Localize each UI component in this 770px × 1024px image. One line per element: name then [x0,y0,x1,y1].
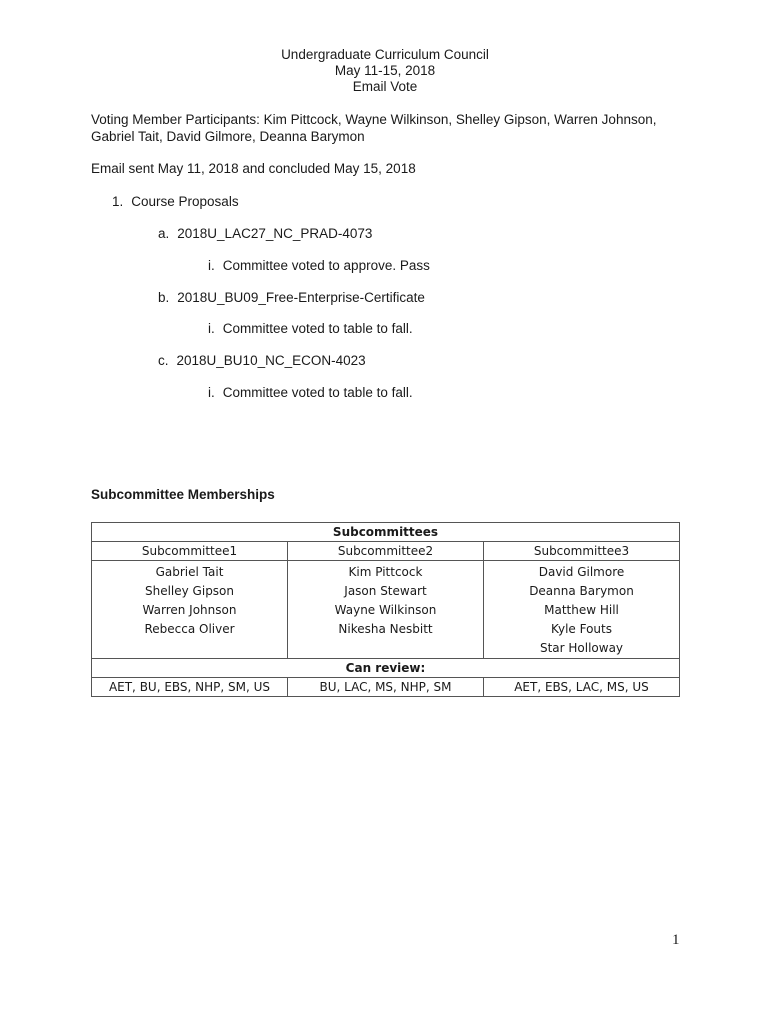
member-name: Shelley Gipson [144,584,235,598]
subcommittee-heading: Subcommittee Memberships [91,487,275,502]
proposal-label: 2018U_BU09_Free-Enterprise-Certificate [177,290,425,305]
outcome-label: Committee voted to table to fall. [222,321,413,336]
member-name: David Gilmore [538,565,625,579]
list-marker: b. [158,290,170,305]
list-marker: i. [208,385,215,400]
review-scope: AET, EBS, LAC, MS, US [484,678,680,697]
review-scope: AET, BU, EBS, NHP, SM, US [92,678,288,697]
meeting-type: Email Vote [352,79,418,94]
document-header [0,47,770,95]
outcome-label: Committee voted to approve. Pass [222,258,430,273]
proposal-item-b [158,289,425,306]
member-name: Rebecca Oliver [144,622,235,636]
table-title: Subcommittees [92,523,680,542]
list-marker: i. [208,321,215,336]
list-marker: i. [208,258,215,273]
table-title-row [92,523,680,542]
member-name: Deanna Barymon [529,584,634,598]
can-review-label: Can review: [92,659,680,678]
agenda-item-label: Course Proposals [131,194,239,209]
column-header: Subcommittee3 [484,542,680,561]
column-header: Subcommittee1 [92,542,288,561]
list-marker: a. [158,226,170,241]
council-title: Undergraduate Curriculum Council [281,47,489,62]
column-header: Subcommittee2 [288,542,484,561]
proposal-b-outcome [208,320,413,337]
table-header-row [92,542,680,561]
subcommittee2-members [288,561,484,659]
proposal-item-a [158,225,372,242]
page-number: 1 [672,932,680,948]
member-name: Kim Pittcock [348,565,423,579]
proposal-label: 2018U_LAC27_NC_PRAD-4073 [177,226,373,241]
member-name: Warren Johnson [142,603,237,617]
subcommittee3-members [484,561,680,659]
proposal-item-c [158,352,366,369]
subcommittee-table [91,522,680,697]
member-name: Nikesha Nesbitt [338,622,433,636]
member-name: Jason Stewart [344,584,427,598]
email-sent-note: Email sent May 11, 2018 and concluded May 15, 2018 [91,161,416,176]
list-marker: c. [158,353,169,368]
subcommittee1-members [92,561,288,659]
member-name: Matthew Hill [544,603,619,617]
member-name: Star Holloway [539,641,624,655]
member-name: Wayne Wilkinson [334,603,437,617]
outcome-label: Committee voted to table to fall. [222,385,413,400]
review-scope: BU, LAC, MS, NHP, SM [288,678,484,697]
member-name: Gabriel Tait [155,565,224,579]
can-review-label-row [92,659,680,678]
proposal-label: 2018U_BU10_NC_ECON-4023 [176,353,366,368]
members-row [92,561,680,659]
meeting-dates: May 11-15, 2018 [334,63,436,78]
member-name: Kyle Fouts [550,622,612,636]
voting-participants: Voting Member Participants: Kim Pittcock, Wayne Wilkinson, Shelley Gipson, Warren Johnson, Gabriel Tait, David Gilmore, Deanna Barymon [91,112,657,144]
list-marker: 1. [112,194,124,209]
agenda-item-course-proposals [112,193,239,210]
can-review-row [92,678,680,697]
proposal-a-outcome [208,257,430,274]
proposal-c-outcome [208,384,413,401]
